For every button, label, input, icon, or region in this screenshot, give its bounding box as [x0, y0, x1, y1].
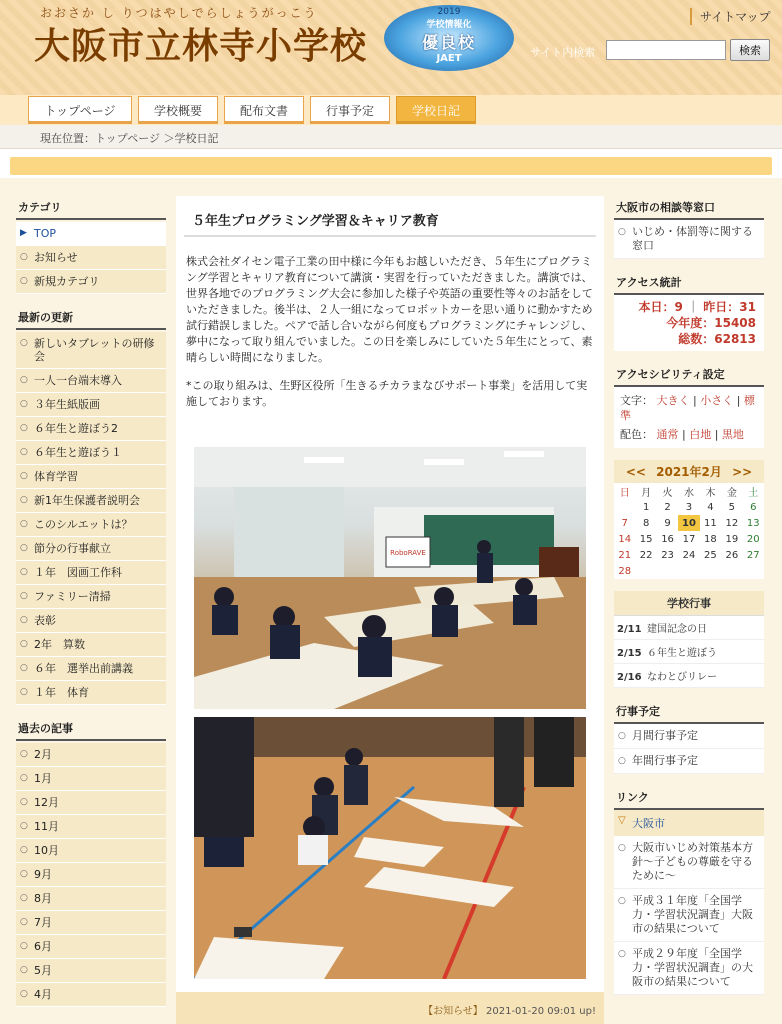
color-normal-link[interactable]: 通常 [656, 428, 679, 441]
calendar-day[interactable]: 23 [661, 549, 674, 561]
robot-activity-photo [194, 717, 586, 979]
sitemap-link[interactable]: サイトマップ [690, 8, 771, 25]
calendar [614, 483, 764, 579]
badge-line3: JAET [436, 53, 462, 64]
archive-item[interactable]: ○ 9月 [16, 863, 166, 887]
tab-events[interactable]: 行事予定 [310, 96, 390, 124]
screen-text: RoboRAVE [390, 549, 426, 557]
tab-documents[interactable]: 配布文書 [224, 96, 304, 124]
color-black-link[interactable]: 黒地 [721, 428, 744, 441]
event-text: 建国記念の日 [647, 624, 707, 635]
archive-item[interactable]: ○ 11月 [16, 815, 166, 839]
event-text: なわとびリレー [647, 672, 717, 683]
event-row[interactable] [614, 640, 764, 664]
archive-item[interactable]: ○ 12月 [16, 791, 166, 815]
post-footer [176, 992, 604, 1024]
calendar-day[interactable]: 7 [621, 517, 628, 529]
classroom-photo [194, 447, 586, 709]
calendar-day[interactable]: 11 [704, 517, 717, 529]
calendar-day[interactable]: 24 [682, 549, 696, 561]
tab-top-page[interactable]: トップページ [28, 96, 132, 124]
school-name-logo[interactable]: 大阪市立林寺小学校 [34, 25, 368, 67]
calendar-day[interactable]: 8 [642, 517, 650, 529]
post-body [186, 254, 596, 410]
a11y-color-label: 配色： [620, 428, 653, 441]
search-button[interactable]: 検索 [730, 39, 770, 61]
calendar-day[interactable]: 1 [642, 501, 650, 513]
calendar-day[interactable]: 9 [664, 517, 671, 529]
calendar-day[interactable]: 2 [664, 501, 671, 513]
archive-item[interactable]: ○ 8月 [16, 887, 166, 911]
calendar-day[interactable]: 12 [725, 517, 739, 529]
access-stats-heading: アクセス統計 [614, 271, 764, 295]
consult-heading: 大阪市の相談等窓口 [614, 196, 764, 220]
archive-item[interactable]: ○ 6月 [16, 935, 166, 959]
a11y-heading: アクセシビリティ設定 [614, 363, 764, 387]
recent-item[interactable]: ○ ３年生紙版画 [16, 393, 166, 417]
right-sidebar [614, 196, 764, 995]
search-label: サイト内検索 [530, 46, 596, 59]
calendar-day[interactable]: 5 [728, 501, 735, 513]
event-date: 2/11 [617, 624, 642, 635]
archive-item[interactable]: ○ 1月 [16, 767, 166, 791]
calendar-day[interactable]: 27 [746, 549, 760, 561]
access-total: 総数：62813 [678, 332, 756, 346]
site-header [0, 0, 782, 95]
calendar-day-today[interactable]: 10 [678, 515, 699, 531]
recent-item[interactable]: ○ このシルエットは？ [16, 513, 166, 537]
recent-item[interactable]: ○ 体育学習 [16, 465, 166, 489]
category-new[interactable]: ○ 新規カテゴリ [16, 270, 166, 294]
badge-year: 2019 [437, 7, 461, 17]
calendar-day[interactable]: 13 [746, 517, 760, 529]
a11y-text-label: 文字： [620, 394, 653, 407]
calendar-day[interactable]: 20 [746, 533, 760, 545]
global-nav [0, 95, 782, 125]
access-this-year: 今年度：15408 [666, 316, 756, 330]
recent-item[interactable]: ○ １年 体育 [16, 681, 166, 705]
recent-item[interactable]: ○ １年 図画工作科 [16, 561, 166, 585]
calendar-day[interactable]: 21 [618, 549, 632, 561]
recent-item[interactable]: ○ ６年生と遊ぼう2 [16, 417, 166, 441]
yearly-plan-link[interactable]: ○ 年間行事予定 [614, 749, 764, 774]
recent-item[interactable]: ○ 新1年生保護者説明会 [16, 489, 166, 513]
post-note: *この取り組みは、生野区役所「生きるチカラまなびサポート事業」を活用して実施しております。 [186, 379, 588, 408]
links-group-osaka[interactable]: ▽ 大阪市 [614, 810, 764, 836]
plans-heading: 行事予定 [614, 700, 764, 724]
weekday-label: 水 [683, 487, 694, 499]
access-today: 本日：9 [638, 300, 683, 314]
link-item[interactable]: ○ 平成２９年度「全国学力・学習状況調査」の大阪市の結果について [614, 942, 764, 995]
weekday-label: 木 [705, 487, 716, 499]
event-text: ６年生と遊ぼう [647, 648, 717, 659]
archive-heading: 過去の記事 [16, 717, 166, 741]
left-sidebar [16, 196, 166, 1007]
breadcrumb[interactable]: 現在位置：トップページ ＞学校日記 [40, 132, 219, 145]
school-name-reading: おおさか し りつはやしでらしょうがっこう [40, 6, 318, 20]
calendar-day[interactable]: 25 [704, 549, 717, 561]
tab-school-overview[interactable]: 学校概要 [138, 96, 218, 124]
school-events-heading: 学校行事 [614, 591, 764, 616]
access-stats: 本日：9 ｜ 昨日：31 今年度：15408 総数：62813 [614, 295, 764, 351]
breadcrumb-bar [0, 125, 782, 149]
post-title: ５年生プログラミング学習＆キャリア教育 [184, 206, 596, 237]
monthly-plan-link[interactable]: ○ 月間行事予定 [614, 724, 764, 749]
link-item[interactable]: ○ 大阪市いじめ対策基本方針〜子どもの尊厳を守るために〜 [614, 836, 764, 889]
recent-item[interactable]: ○ 2年 算数 [16, 633, 166, 657]
calendar-day[interactable]: 19 [725, 533, 739, 545]
archive-item[interactable]: ○ 4月 [16, 983, 166, 1007]
event-row[interactable] [614, 616, 764, 640]
calendar-day[interactable]: 15 [639, 533, 653, 545]
classroom-illustration [194, 447, 586, 709]
weekday-label: 月 [641, 487, 652, 499]
robot-activity-illustration [194, 717, 586, 979]
post-paragraph: 株式会社ダイセン電子工業の田中様に今年もお越しいただき、５年生にプログラミング学習とキャリア教育について講演・実習を行っていただきました。講演では、世界各地でのプログラミング大会に参加した様子や英語の重要性等々のお話をしていただきました。後半は、２人一組になってロボットカーを思い通りに動かすため試行錯誤しました。ペアで話し合いながら何度もプログラミングにチャレンジし、夢中になって取り組んでいました。この日を楽しみにしていた５年生にとって、素晴らしい時間になりました。 [186, 255, 593, 364]
archive-item[interactable]: ○ 10月 [16, 839, 166, 863]
category-notice[interactable]: ○ お知らせ [16, 246, 166, 270]
event-row[interactable] [614, 664, 764, 688]
archive-item[interactable]: ○ 5月 [16, 959, 166, 983]
calendar-day[interactable]: 26 [725, 549, 739, 561]
archive-item[interactable]: ○ 2月 [16, 743, 166, 767]
recent-item[interactable]: ○ 節分の行事献立 [16, 537, 166, 561]
access-yesterday: 昨日：31 [703, 300, 756, 314]
color-white-link[interactable]: 白地 [689, 428, 712, 441]
archive-item[interactable]: ○ 7月 [16, 911, 166, 935]
tab-school-diary[interactable]: 学校日記 [396, 96, 476, 124]
jaet-badge-logo [384, 5, 514, 71]
recent-heading: 最新の更新 [16, 306, 166, 330]
calendar-next-button[interactable]: >> [732, 465, 753, 479]
weekday-label: 金 [726, 487, 737, 499]
event-date: 2/15 [617, 648, 642, 659]
links-heading: リンク [614, 786, 764, 810]
calendar-day[interactable]: 17 [682, 533, 696, 545]
calendar-day[interactable]: 4 [707, 501, 714, 513]
calendar-day[interactable]: 3 [685, 501, 693, 513]
recent-item[interactable]: ○ 表彰 [16, 609, 166, 633]
recent-item[interactable]: ○ ファミリー清掃 [16, 585, 166, 609]
recent-item[interactable]: ○ ６年 選挙出前講義 [16, 657, 166, 681]
text-normal-link[interactable]: 標準 [620, 394, 755, 422]
main-content [176, 196, 604, 1024]
link-item[interactable]: ○ 平成３１年度「全国学力・学習状況調査」大阪市の結果について [614, 889, 764, 942]
calendar-day[interactable]: 22 [639, 549, 653, 561]
recent-item[interactable]: ○ ６年生と遊ぼう１ [16, 441, 166, 465]
recent-item[interactable]: ○ 新しいタブレットの研修会 [16, 332, 166, 369]
calendar-prev-button[interactable]: << [625, 465, 646, 479]
consult-link[interactable]: ○ いじめ・体罰等に関する窓口 [614, 220, 764, 259]
calendar-day[interactable]: 18 [704, 533, 717, 545]
post-category[interactable]: 【お知らせ】 [423, 1006, 483, 1017]
text-larger-link[interactable]: 大きく [656, 394, 690, 407]
category-top[interactable]: ▶ TOP [16, 222, 166, 246]
calendar-header [614, 460, 764, 483]
post-date: 2021-01-20 09:01 up! [486, 1006, 596, 1017]
calendar-day[interactable]: 6 [750, 501, 757, 513]
weekday-label: 土 [748, 487, 759, 499]
search-input[interactable] [606, 40, 726, 60]
text-smaller-link[interactable]: 小さく [700, 394, 734, 407]
badge-line1: 学校情報化 [426, 20, 472, 30]
badge-line2: 優良校 [421, 33, 476, 52]
weekday-label: 日 [619, 487, 630, 499]
recent-item[interactable]: ○ 一人一台端末導入 [16, 369, 166, 393]
weekday-label: 火 [662, 487, 673, 499]
event-date: 2/16 [617, 672, 642, 683]
category-heading: カテゴリ [16, 196, 166, 220]
a11y-settings: 文字： 大きく | 小さく | 標準 配色： 通常 | 白地 | 黒地 [614, 387, 764, 448]
calendar-day[interactable]: 16 [661, 533, 674, 545]
calendar-day[interactable] [614, 499, 635, 515]
decorative-band [10, 157, 772, 175]
calendar-title: 2021年2月 [656, 465, 722, 479]
calendar-day[interactable]: 28 [618, 565, 632, 577]
calendar-day[interactable]: 14 [618, 533, 632, 545]
